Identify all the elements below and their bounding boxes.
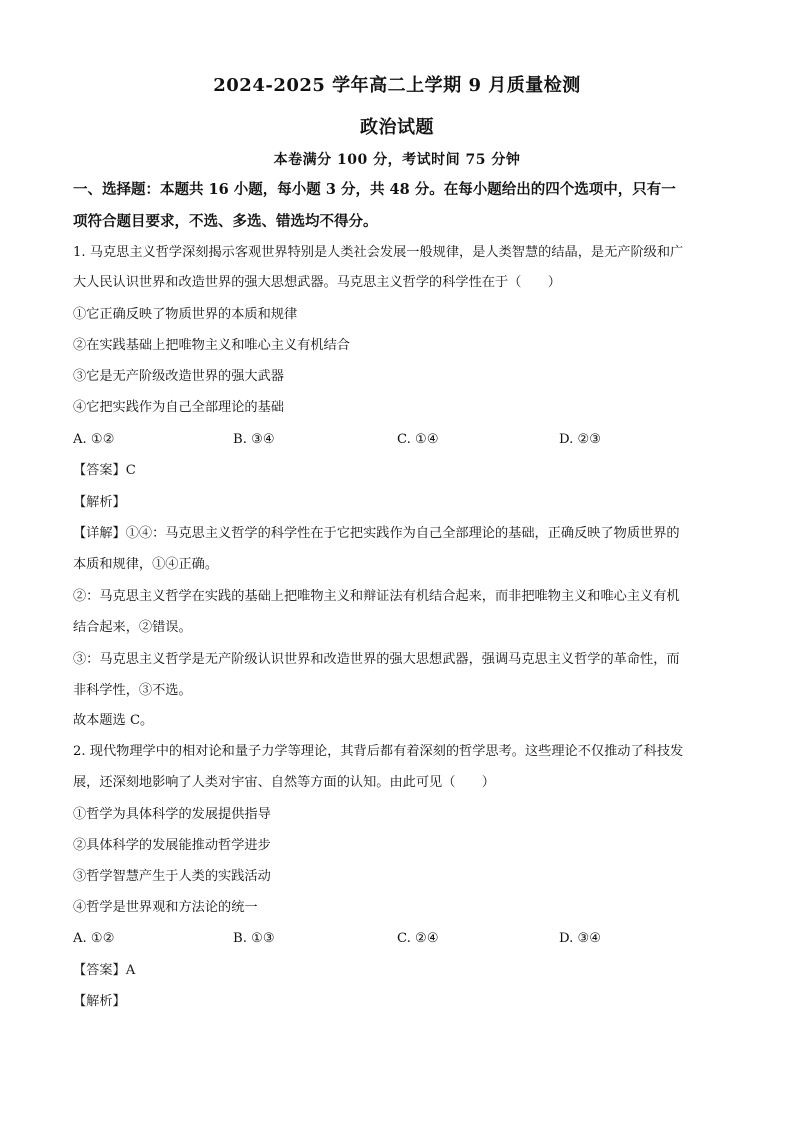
- q2-option-b: B. ①③: [233, 931, 275, 946]
- section-heading-line-1: 一、选择题：本题共 16 小题，每小题 3 分，共 48 分。在每小题给出的四个选项中，只有一: [73, 181, 676, 198]
- section-heading-line-2: 项符合题目要求，不选、多选、错选均不得分。: [73, 213, 378, 230]
- q1-item-4: ④它把实践作为自己全部理论的基础: [73, 400, 284, 415]
- q1-option-b: B. ③④: [233, 432, 275, 447]
- q1-stem-line-2: 大人民认识世界和改造世界的强大思想武器。马克思主义哲学的科学性在于（ ）: [73, 275, 561, 290]
- q1-option-d: D. ②③: [559, 432, 602, 447]
- q2-stem-line-2: 展，还深刻地影响了人类对宇宙、自然等方面的认知。由此可见（ ）: [73, 775, 495, 790]
- q1-detail-line-2: 本质和规律，①④正确。: [73, 557, 219, 572]
- q2-option-a: A. ①②: [73, 931, 115, 946]
- exam-title: 2024-2025 学年高二上学期 9 月质量检测: [213, 75, 581, 96]
- q1-detail-line-4: 结合起来，②错误。: [73, 620, 192, 635]
- q2-option-d: D. ③④: [559, 931, 602, 946]
- q1-item-3: ③它是无产阶级改造世界的强大武器: [73, 369, 284, 384]
- q1-detail-line-7: 故本题选 C。: [73, 713, 154, 728]
- q1-detail-line-6: 非科学性，③不选。: [73, 683, 192, 698]
- q1-analysis-label: 【解析】: [73, 495, 126, 510]
- q2-item-2: ②具体科学的发展能推动哲学进步: [73, 838, 271, 853]
- q1-detail-line-1: 【详解】①④：马克思主义哲学的科学性在于它把实践作为自己全部理论的基础，正确反映了物质世界的: [73, 526, 680, 541]
- q1-stem-line-1: 1. 马克思主义哲学深刻揭示客观世界特别是人类社会发展一般规律，是人类智慧的结晶，是无产阶级和广: [73, 245, 684, 260]
- q2-stem-line-1: 2. 现代物理学中的相对论和量子力学等理论，其背后都有着深刻的哲学思考。这些理论不仅推动了科技发: [73, 744, 684, 759]
- q1-answer: 【答案】C: [73, 463, 136, 478]
- q1-option-a: A. ①②: [73, 432, 115, 447]
- q2-item-3: ③哲学智慧产生于人类的实践活动: [73, 869, 271, 884]
- q2-answer: 【答案】A: [73, 963, 136, 978]
- q2-analysis-label: 【解析】: [73, 994, 126, 1009]
- q2-item-1: ①哲学为具体科学的发展提供指导: [73, 807, 271, 822]
- q1-detail-line-5: ③：马克思主义哲学是无产阶级认识世界和改造世界的强大思想武器，强调马克思主义哲学的革命性，而: [73, 652, 680, 667]
- q2-item-4: ④哲学是世界观和方法论的统一: [73, 900, 258, 915]
- q1-item-1: ①它正确反映了物质世界的本质和规律: [73, 307, 298, 322]
- q2-option-c: C. ②④: [397, 931, 439, 946]
- q1-detail-line-3: ②：马克思主义哲学在实践的基础上把唯物主义和辩证法有机结合起来，而非把唯物主义和唯心主义有机: [73, 589, 680, 604]
- q1-item-2: ②在实践基础上把唯物主义和唯心主义有机结合: [73, 338, 350, 353]
- exam-subject: 政治试题: [360, 117, 434, 138]
- q1-option-c: C. ①④: [397, 432, 439, 447]
- exam-info: 本卷满分 100 分，考试时间 75 分钟: [273, 152, 521, 168]
